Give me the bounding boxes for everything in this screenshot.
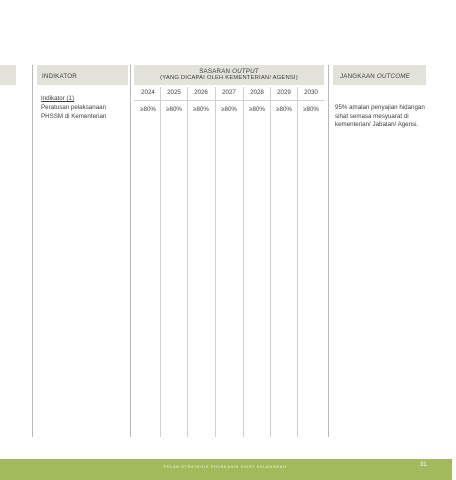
header-jangkaan-prefix: JANGKAAN: [340, 73, 377, 80]
target-2024: ≥80%: [140, 106, 156, 113]
col-rule-indikator: [130, 65, 131, 437]
target-2028: ≥80%: [249, 106, 265, 113]
footer-bar: [0, 459, 452, 480]
target-2030: ≥80%: [303, 106, 319, 113]
page-number: 31: [420, 462, 427, 468]
year-2025: 2025: [167, 89, 181, 96]
col-rule-2025: [160, 87, 161, 437]
target-2025: ≥80%: [166, 106, 182, 113]
header-jangkaan-italic: OUTCOME: [376, 73, 410, 80]
header-sasaran-subtitle: (YANG DICAPAI OLEH KEMENTERIAN/ AGENSI): [160, 75, 298, 81]
col-rule-sasaran-end: [328, 65, 329, 437]
footer-title: PELAN STRATEGIK PHYBEASIS SIHAT SELANGKAH: [163, 464, 287, 469]
target-2027: ≥80%: [221, 106, 237, 113]
target-2026: ≥80%: [193, 106, 209, 113]
year-2030: 2030: [304, 89, 318, 96]
indikator-description: Peratusan pelaksanaan PHSSM di Kementerian: [41, 104, 107, 120]
col-rule-left: [32, 65, 33, 437]
year-2027: 2027: [222, 89, 236, 96]
header-sasaran-prefix: SASARAN: [199, 68, 233, 75]
col-rule-2027: [215, 87, 216, 437]
left-edge-tab: [0, 65, 16, 85]
col-rule-2026: [187, 87, 188, 437]
year-2029: 2029: [277, 89, 291, 96]
col-rule-2030: [297, 87, 298, 437]
header-sasaran-italic: OUTPUT: [232, 68, 259, 75]
header-indikator: INDIKATOR: [42, 73, 77, 80]
year-row-divider: [134, 100, 324, 101]
col-rule-2028: [243, 87, 244, 437]
header-jangkaan-outcome: [340, 73, 410, 80]
outcome-text: 95% amalan penyajian hidangan sihat semasa mesyuarat di kementerian/ Jabatan/ Agensi.: [335, 104, 425, 129]
year-2024: 2024: [141, 89, 155, 96]
year-2026: 2026: [194, 89, 208, 96]
header-sasaran-output: [134, 68, 324, 75]
indikator-label: Indikator (1): [41, 95, 75, 102]
col-rule-2029: [270, 87, 271, 437]
target-2029: ≥80%: [276, 106, 292, 113]
year-2028: 2028: [250, 89, 264, 96]
